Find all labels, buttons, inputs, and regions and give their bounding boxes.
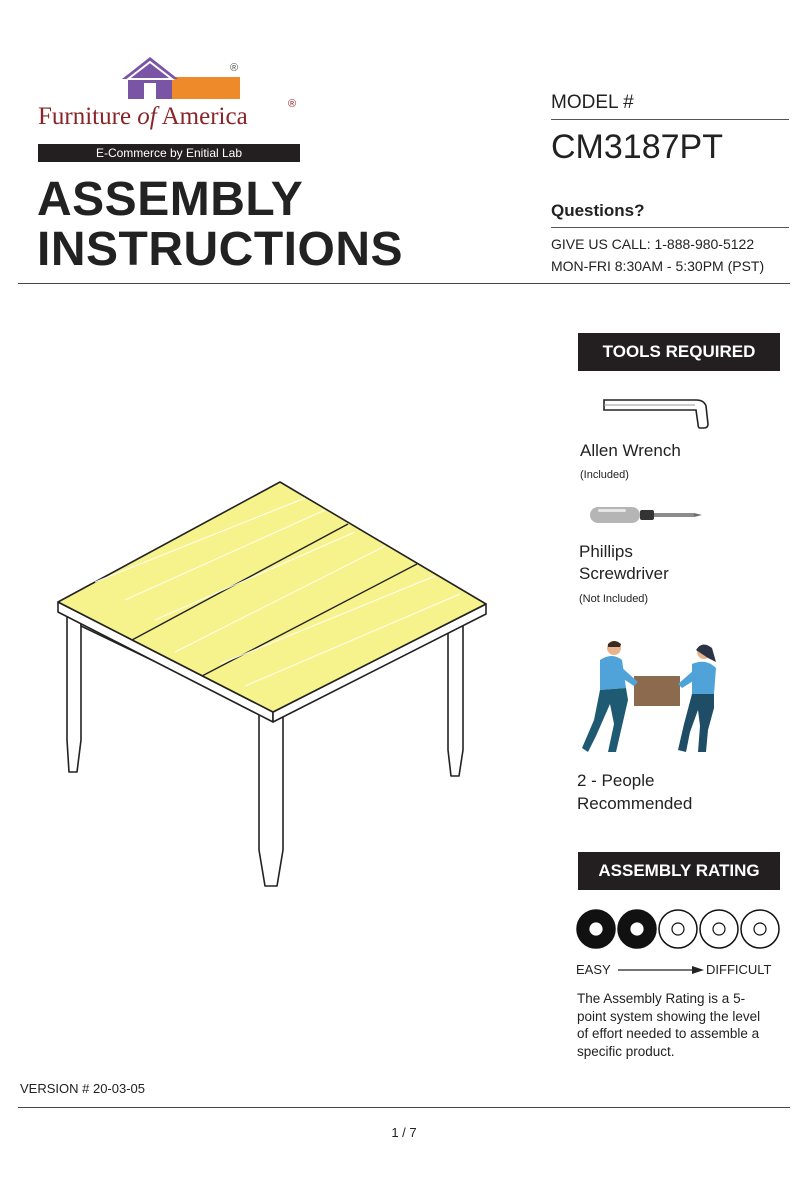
rating-description: The Assembly Rating is a 5-point system showing the level of effort needed to assemble a specific product. (577, 991, 761, 1059)
logo-registered-mark: ® (230, 62, 239, 74)
allen-wrench-note: (Included) (580, 469, 629, 481)
rating-dot-center (590, 923, 602, 935)
phone-number: GIVE US CALL: 1-888-980-5122 (551, 236, 755, 252)
tools-required-header: TOOLS REQUIRED (578, 333, 780, 371)
questions-heading: Questions? (551, 201, 645, 220)
brand-tagline: E-Commerce by Enitial Lab (38, 144, 300, 162)
people-recommendation-line2: Recommended (577, 794, 693, 813)
screwdriver-name-line2: Screwdriver (579, 564, 669, 583)
document-version: VERSION # 20-03-05 (20, 1081, 146, 1096)
screwdriver-note: (Not Included) (579, 593, 649, 605)
model-divider (551, 119, 789, 120)
phillips-screwdriver-icon (586, 502, 706, 528)
rating-dot-empty (659, 910, 697, 948)
counter-height-table-icon (55, 480, 495, 890)
assembly-rating-header: ASSEMBLY RATING (578, 852, 780, 890)
business-hours: MON-FRI 8:30AM - 5:30PM (PST) (551, 258, 765, 274)
allen-wrench-icon (600, 394, 720, 434)
rating-easy-label: EASY (576, 962, 611, 977)
two-people-carrying-box-icon (576, 638, 736, 758)
header-divider (18, 283, 790, 284)
rating-difficult-label: DIFFICULT (706, 962, 772, 977)
footer-divider (18, 1107, 790, 1108)
rating-dot-center (631, 923, 643, 935)
doc-title-line2: INSTRUCTIONS (37, 223, 403, 276)
screwdriver-name-line1: Phillips (579, 542, 633, 561)
brand-registered-mark: ® (288, 98, 297, 110)
difficulty-arrow-icon (616, 964, 706, 976)
allen-wrench-name: Allen Wrench (580, 441, 681, 460)
questions-divider (551, 227, 789, 228)
assembly-rating-dots (576, 908, 782, 950)
rating-dot-empty (741, 910, 779, 948)
brand-name: Furniture of America (38, 103, 248, 130)
model-label: MODEL # (551, 92, 634, 113)
brand-logo-house-icon (122, 55, 242, 103)
rating-dot-empty (700, 910, 738, 948)
doc-title-line1: ASSEMBLY (37, 173, 304, 226)
page-number: 1 / 7 (391, 1125, 417, 1140)
people-recommendation-line1: 2 - People (577, 771, 655, 790)
model-number: CM3187PT (551, 128, 723, 166)
